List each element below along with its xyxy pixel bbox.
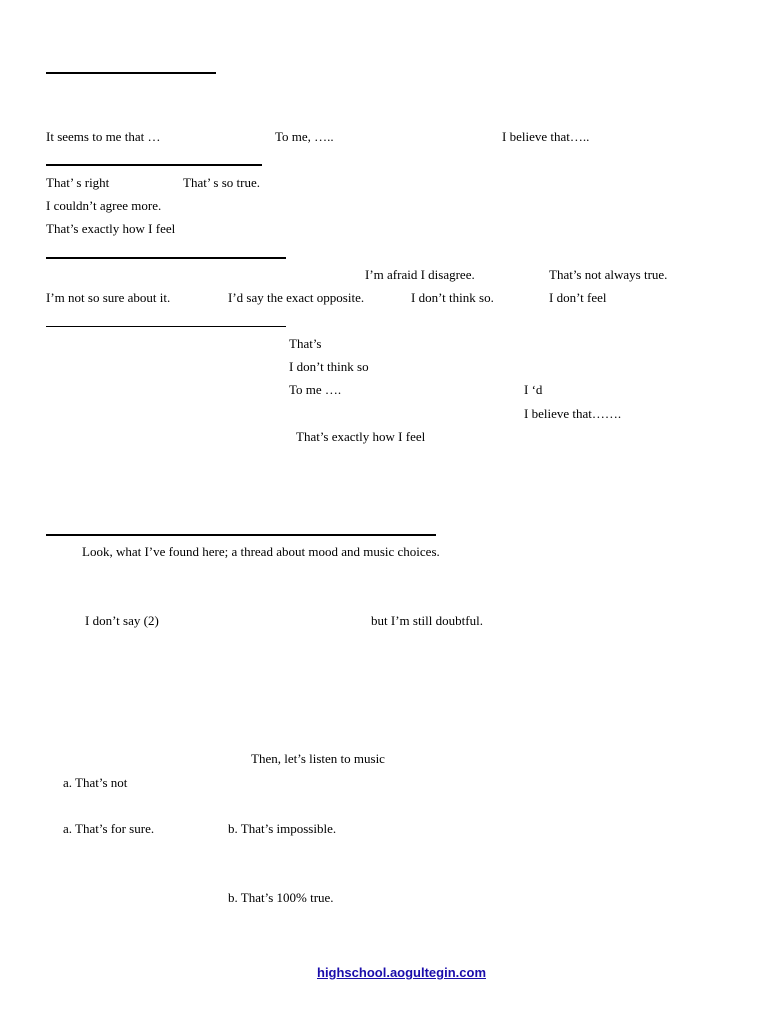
phrase-to-me-2: To me …. <box>289 382 342 397</box>
phrase-i-believe: I believe that….. <box>502 129 590 144</box>
phrase-not-always-true: That’s not always true. <box>549 267 668 282</box>
option-b-impossible: b. That’s impossible. <box>228 821 337 836</box>
phrase-id: I ‘d <box>524 382 543 397</box>
phrase-not-so-sure: I’m not so sure about it. <box>46 290 171 305</box>
option-a-thats-not: a. That’s not <box>63 775 128 790</box>
phrase-believe-2: I believe that……. <box>524 406 622 421</box>
phrase-exact-opposite: I’d say the exact opposite. <box>228 290 365 305</box>
phrase-dont-think: I don’t think so <box>289 359 369 374</box>
phrase-to-me: To me, ….. <box>275 129 334 144</box>
phrase-thats-right: That’ s right <box>46 175 110 190</box>
section-rule-3 <box>46 257 286 259</box>
phrase-dont-think-so: I don’t think so. <box>411 290 494 305</box>
line-dont-say: I don’t say (2) <box>85 613 159 628</box>
phrase-exactly-how-2: That’s exactly how I feel <box>296 429 426 444</box>
option-a-for-sure: a. That’s for sure. <box>63 821 155 836</box>
section-rule-4 <box>46 326 286 327</box>
line-still-doubtful: but I’m still doubtful. <box>371 613 483 628</box>
phrase-exactly-how: That’s exactly how I feel <box>46 221 176 236</box>
phrase-dont-feel: I don’t feel <box>549 290 607 305</box>
phrase-afraid-disagree: I’m afraid I disagree. <box>365 267 475 282</box>
line-listen-music: Then, let’s listen to music <box>251 751 385 766</box>
section-rule-1 <box>46 72 216 74</box>
option-b-100-true: b. That’s 100% true. <box>228 890 334 905</box>
section-rule-2 <box>46 164 262 166</box>
phrase-it-seems: It seems to me that … <box>46 129 161 144</box>
phrase-so-true: That’ s so true. <box>183 175 261 190</box>
paragraph-intro: Look, what I’ve found here; a thread about mood and music choices. <box>82 544 440 559</box>
phrase-thats: That’s <box>289 336 322 351</box>
section-rule-5 <box>46 534 436 536</box>
phrase-couldnt-agree: I couldn’t agree more. <box>46 198 162 213</box>
footer-link[interactable]: highschool.aogultegin.com <box>317 965 486 980</box>
